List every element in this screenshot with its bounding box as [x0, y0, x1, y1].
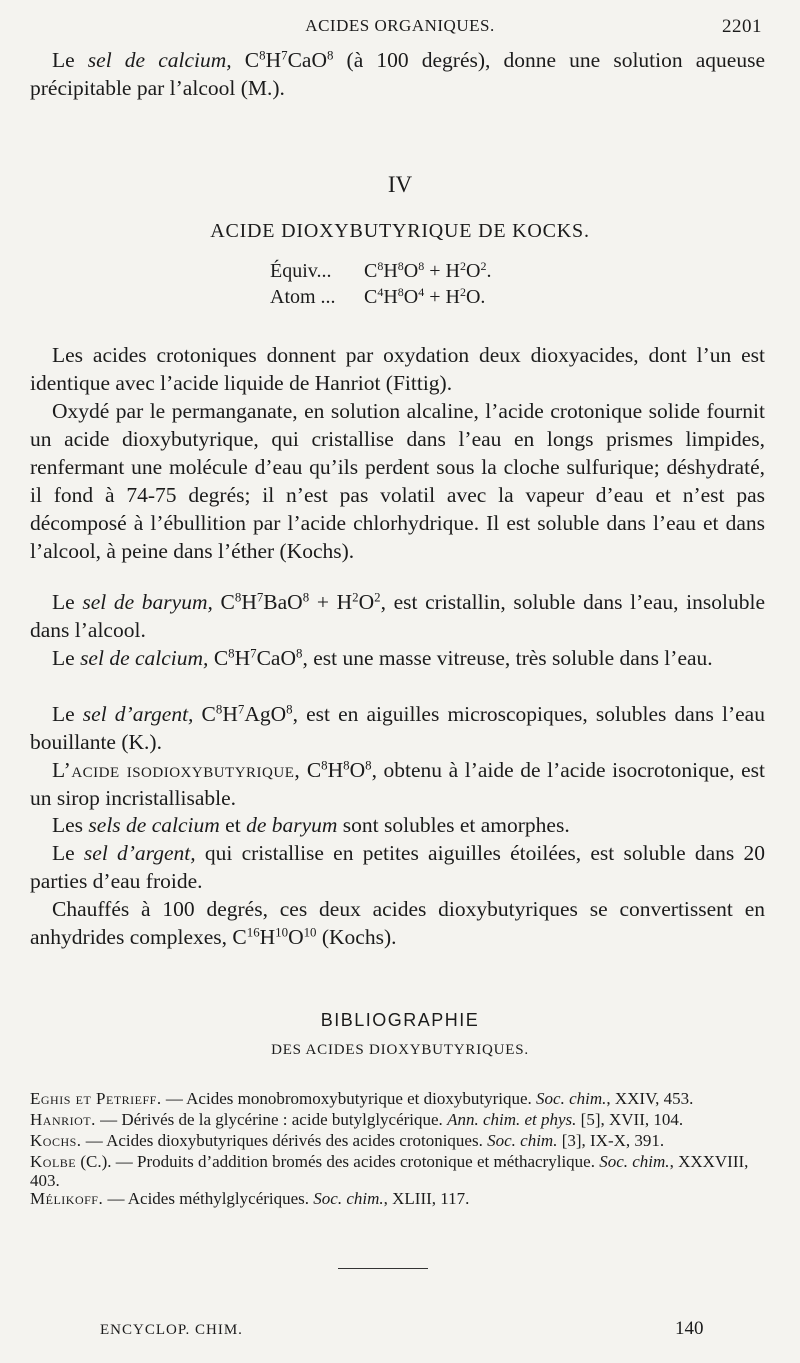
running-title: ACIDES ORGANIQUES. [305, 16, 495, 35]
bibliography-entry: Kochs. — Acides dioxybutyriques dérivés des acides crotoniques. Soc. chim. [3], IX-X, 391. [30, 1131, 665, 1150]
paragraph-salts: Les sels de calcium et de baryum sont solubles et amorphes. [52, 813, 570, 837]
paragraph-anhydrides: Chauffés à 100 degrés, ces deux acides dioxybutyriques se convertissent en anhydrides complexes, $C^{16}H^{10}O^{10}$ (Kochs). [30, 897, 765, 949]
bibliography-entry: Eghis et Petrieff. — Acides monobromoxybutyrique et dioxybutyrique. Soc. chim., XXIV, 453. [30, 1089, 694, 1108]
running-header [0, 14, 800, 42]
paragraph-isodioxybutyric: L’acide isodioxybutyrique, $C^8H^8O^8$, obtenu à l’aide de l’acide isocrotonique, est un sirop incristallisable. [30, 758, 765, 810]
paragraph-oxidation: Oxydé par le permanganate, en solution alcaline, l’acide crotonique solide fournit un acide dioxybutyrique, qui cristallise dans l’eau en longs prismes limpides, renfermant une molécule d’eau qu’ils perdent sous la cloche sulfurique; déshydraté, il fond à 74-75 degrés; il n’est pas volatil avec la vapeur d’eau et n’est pas décomposé à l’ébullition par l’acide chlorhydrique. Il est soluble dans l’eau et dans l’alcool, à peine dans l’éther (Kochs). [30, 399, 765, 563]
paragraph-barium-salt: Le sel de baryum, $C^8H^7BaO^8 + H^2O^2$, est cristallin, soluble dans l’eau, insoluble dans l’alcool. [30, 590, 765, 642]
chemical-formula: $C^8H^8O^8 + H^2O^2$. [364, 258, 492, 282]
bibliography-entry: Hanriot. — Dérivés de la glycérine : acide butylglycérique. Ann. chim. et phys. [5], XVII, 104. [30, 1110, 684, 1129]
divider [338, 1268, 428, 1269]
bibliography-subtitle: DES ACIDES DIOXYBUTYRIQUES. [271, 1042, 529, 1058]
bibliography-entry: Mélikoff. — Acides méthylglycériques. Soc. chim., XLIII, 117. [30, 1189, 470, 1208]
paragraph-silver-salt-iso: Le sel d’argent, qui cristallise en petites aiguilles étoilées, est soluble dans 20 parties d’eau froide. [30, 841, 765, 893]
section-number: IV [387, 172, 413, 197]
section-title: ACIDE DIOXYBUTYRIQUE DE KOCKS. [210, 220, 590, 242]
paragraph-intro: Les acides crotoniques donnent par oxydation deux dioxyacides, dont l’un est identique avec l’acide liquide de Hanriot (Fittig). [30, 343, 765, 395]
formula-atom: Atom ... $C^4H^8O^4 + H^2O$. [270, 284, 486, 308]
page-number: 2201 [722, 16, 762, 37]
paragraph-calcium-salt-top: Le sel de calcium, $C^8H^7CaO^8$ (à 100 degrés), donne une solution aqueuse précipitable par l’alcool (M.). [30, 48, 765, 100]
chemical-formula: $C^8H^7CaO^8$ [244, 48, 334, 72]
paragraph-silver-salt: Le sel d’argent, $C^8H^7AgO^8$, est en aiguilles microscopiques, solubles dans l’eau bouillante (K.). [30, 702, 765, 754]
chemical-formula: $C^{16}H^{10}O^{10}$ [232, 925, 317, 949]
chemical-formula: $C^8H^7AgO^8$ [193, 702, 293, 726]
chemical-formula: $C^8H^7CaO^8$ [208, 646, 303, 670]
chemical-formula: $C^4H^8O^4 + H^2O$. [364, 284, 486, 308]
bibliography-entry: Kolbe (C.). — Produits d’addition bromés des acides crotonique et méthacrylique. Soc. chim., XXXVIII, 403. [30, 1152, 749, 1190]
chemical-formula: $C^8H^7BaO^8 + H^2O^2$ [212, 590, 381, 614]
paragraph-calcium-salt: Le sel de calcium, $C^8H^7CaO^8$, est une masse vitreuse, très soluble dans l’eau. [52, 646, 713, 670]
footer-signature: ENCYCLOP. CHIM. [100, 1322, 243, 1338]
formula-block [270, 258, 491, 310]
footer-sheet-number: 140 [675, 1318, 704, 1339]
formula-equiv: Équiv... $C^8H^8O^8 + H^2O^2$. [270, 258, 492, 282]
chemical-formula: $C^8H^8O^8$ [300, 758, 372, 782]
bibliography-title: BIBLIOGRAPHIE [320, 1010, 480, 1030]
